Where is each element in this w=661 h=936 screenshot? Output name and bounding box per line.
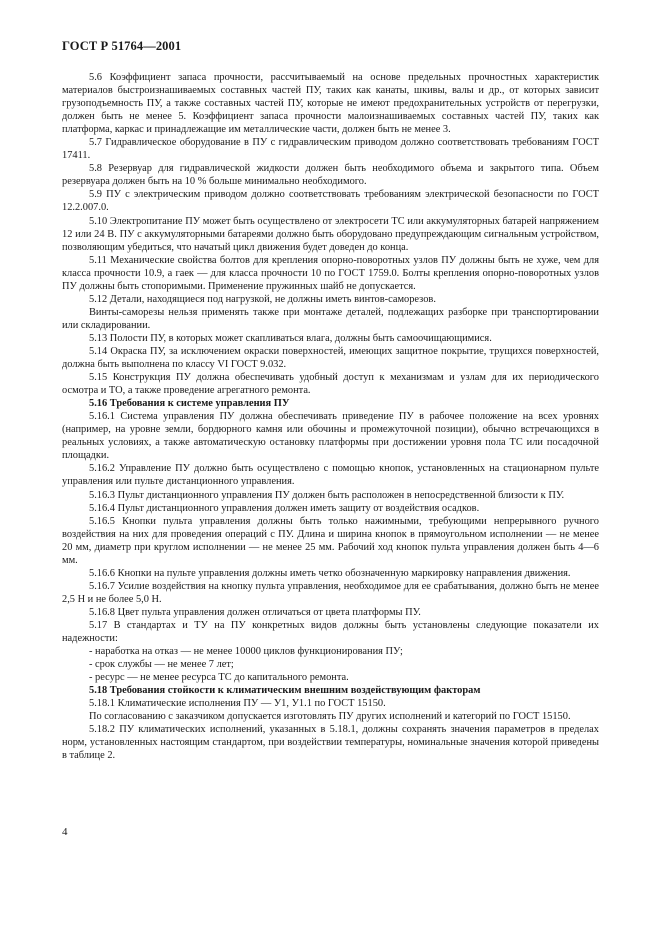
paragraph: 5.11 Механические свойства болтов для крепления опорно-поворотных узлов ПУ должны быть не хуже, чем для класса прочности 10.9, а гаек — для класса прочности 10 по ГОСТ 1759.0. Болты крепления опорно-поворотных узлов ПУ должны быть стопоримыми. Применение пружинных шайб не допускается. <box>62 254 599 292</box>
list-item: - наработка на отказ — не менее 10000 циклов функционирования ПУ; <box>89 646 403 658</box>
document-body <box>62 71 599 762</box>
paragraph: 5.18.2 ПУ климатических исполнений, указанных в 5.18.1, должны сохранять значения параметров в пределах норм, установленных настоящим стандартом, при воздействии температуры, номинальные значения которой приведены в таблице 2. <box>62 724 599 762</box>
document-code-header: ГОСТ Р 51764—2001 <box>62 39 182 53</box>
list-item: - срок службы — не менее 7 лет; <box>89 659 234 671</box>
page-number: 4 <box>62 826 68 838</box>
paragraph: 5.18.1 Климатические исполнения ПУ — У1, У1.1 по ГОСТ 15150. <box>89 698 386 710</box>
paragraph: 5.7 Гидравлическое оборудование в ПУ с гидравлическим приводом должно соответствовать требованиям ГОСТ 17411. <box>62 137 599 162</box>
paragraph: 5.8 Резервуар для гидравлической жидкости должен быть необходимого объема и закрытого типа. Объем резервуара должен быть на 10 % больше минимально необходимого. <box>62 163 599 188</box>
section-heading: 5.16 Требования к системе управления ПУ <box>89 398 290 410</box>
paragraph: 5.16.2 Управление ПУ должно быть осуществлено с помощью кнопок, установленных на стационарном пульте управления или пульте дистанционного управления. <box>62 463 599 488</box>
paragraph: 5.16.8 Цвет пульта управления должен отличаться от цвета платформы ПУ. <box>89 606 421 618</box>
paragraph: 5.16.1 Система управления ПУ должна обеспечивать приведение ПУ в рабочее положение на всех уровнях (например, на уровне земли, бордюрного камня или обочины и промежуточной позиции), обычно встречающихся в реальных условиях, а также автоматическую остановку платформы при достижении уровня пола ТС или посадочной площадки. <box>62 411 599 462</box>
paragraph: 5.6 Коэффициент запаса прочности, рассчитываемый на основе предельных прочностных характеристик материалов быстроизнашиваемых составных частей ПУ, таких как канаты, шкивы, валы и др., от которых зависит грузоподъемность ПУ, а также составных частей ПУ, которые не имеют предохранительных устройств от перегрузки, должен быть не менее 5. Коэффициент запаса прочности малоизнашиваемых составных частей ПУ, таких как платформа, каркас и принадлежащие им металлические части, должен быть не менее 3. <box>62 72 599 136</box>
paragraph: 5.16.4 Пульт дистанционного управления должен иметь защиту от воздействия осадков. <box>89 502 480 514</box>
list-item: - ресурс — не менее ресурса ТС до капитального ремонта. <box>89 672 349 684</box>
paragraph: 5.16.6 Кнопки на пульте управления должны иметь четко обозначенную маркировку направления движения. <box>89 567 571 579</box>
section-heading: 5.18 Требования стойкости к климатическим внешним воздействующим факторам <box>89 685 481 697</box>
paragraph: 5.9 ПУ с электрическим приводом должно соответствовать требованиям электрической безопасности по ГОСТ 12.2.007.0. <box>62 189 599 214</box>
paragraph: 5.16.3 Пульт дистанционного управления ПУ должен быть расположен в непосредственной близости к ПУ. <box>89 489 565 501</box>
paragraph: Винты-саморезы нельзя применять также при монтаже деталей, подлежащих разборке при транспортировании или складировании. <box>62 306 599 331</box>
paragraph: 5.16.7 Усилие воздействия на кнопку пульта управления, необходимое для ее срабатывания, должно быть не менее 2,5 Н и не более 5,0 Н. <box>62 580 599 605</box>
paragraph: 5.17 В стандартах и ТУ на ПУ конкретных видов должны быть установлены следующие показатели их надежности: <box>62 619 599 645</box>
paragraph: 5.14 Окраска ПУ, за исключением окраски поверхностей, имеющих защитное покрытие, трущихся поверхностей, должна быть выполнена по классу VI ГОСТ 9.032. <box>62 345 599 371</box>
paragraph: 5.16.5 Кнопки пульта управления должны быть только нажимными, требующими непрерывного ручного воздействия на них для проведения операций с ПУ. Длина и ширина кнопок в прямоугольном исполнении — не менее 20 мм, диаметр при круглом исполнении — не менее 25 мм. Рабочий ход кнопок пульта управления должен быть 4—6 мм. <box>62 515 599 566</box>
paragraph: 5.13 Полости ПУ, в которых может скапливаться влага, должны быть самоочищающимися. <box>89 332 492 344</box>
paragraph: 5.10 Электропитание ПУ может быть осуществлено от электросети ТС или аккумуляторных батарей напряжением 12 или 24 В. ПУ с аккумуляторными батареями должно быть оборудовано предупреждающим сигнальным устройством, позволяющим убедиться, что начатый цикл движения будет доведен до конца. <box>62 215 599 253</box>
paragraph: 5.15 Конструкция ПУ должна обеспечивать удобный доступ к механизмам и узлам для их периодического осмотра и ТО, а также проведение агрегатного ремонта. <box>62 372 599 397</box>
paragraph: 5.12 Детали, находящиеся под нагрузкой, не должны иметь винтов-саморезов. <box>89 293 436 305</box>
paragraph: По согласованию с заказчиком допускается изготовлять ПУ других исполнений и категорий по ГОСТ 15150. <box>89 711 571 723</box>
